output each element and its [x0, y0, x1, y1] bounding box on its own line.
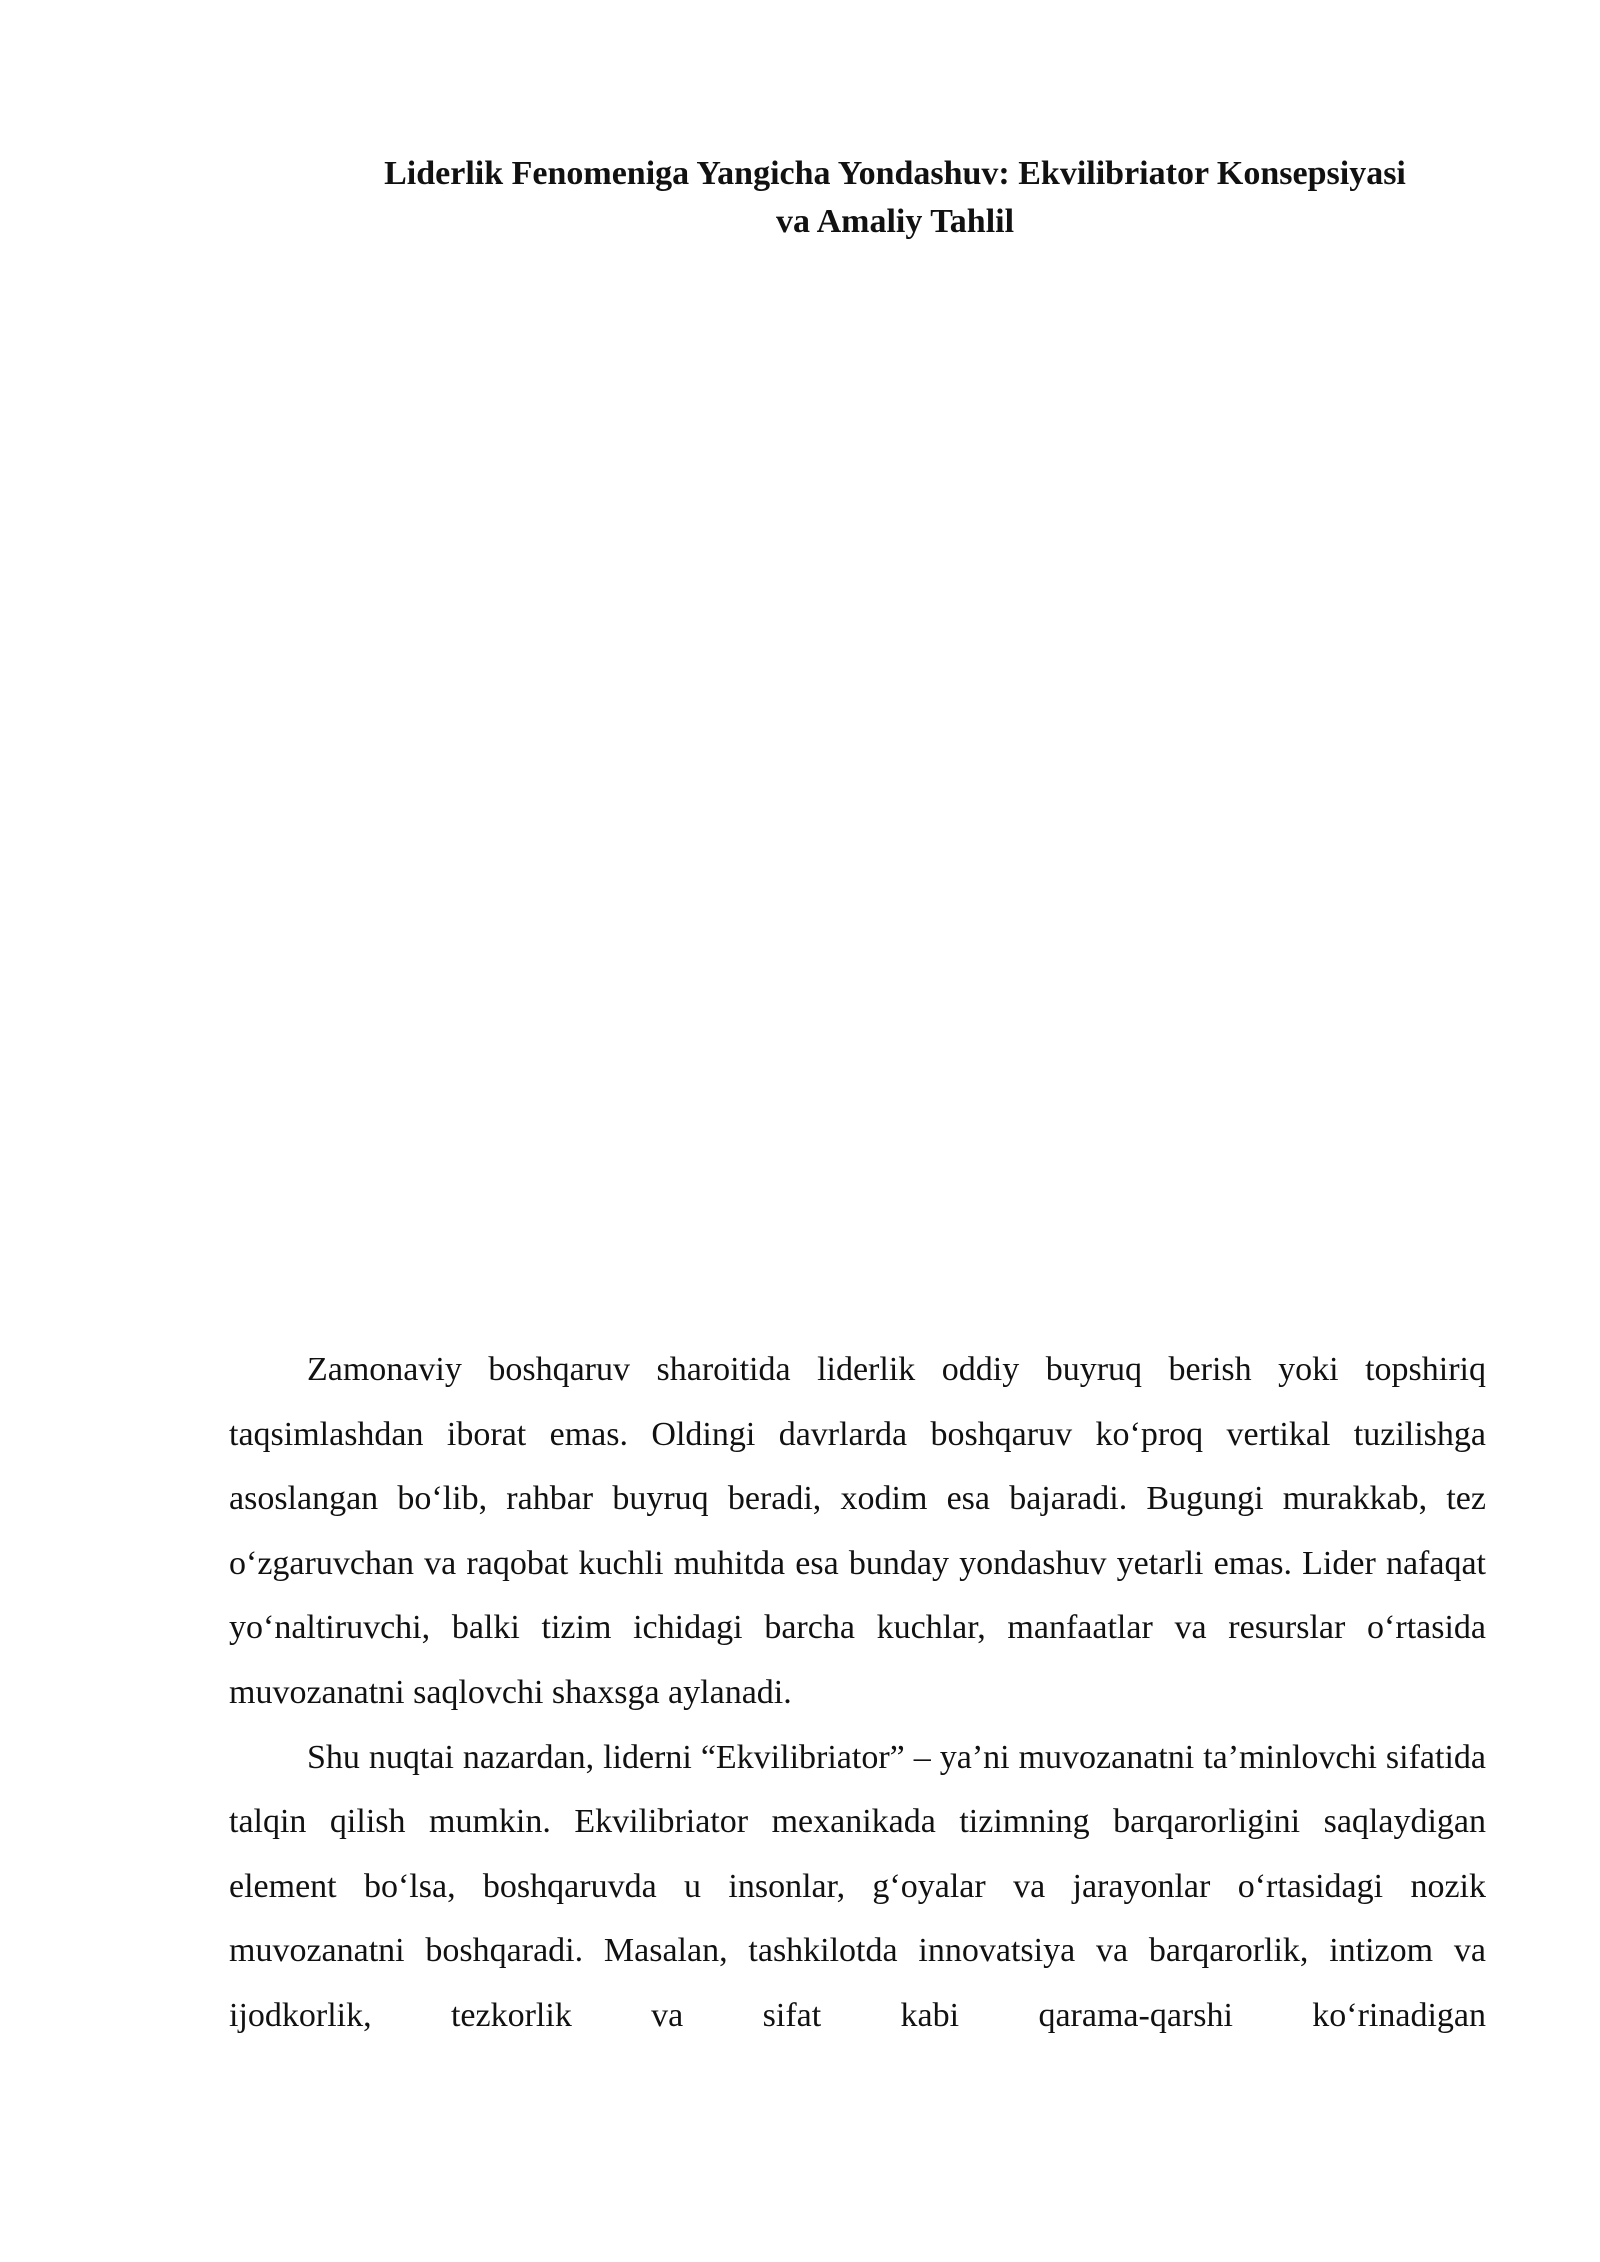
document-body: [229, 1338, 1486, 2049]
title-line-2: va Amaliy Tahlil: [775, 203, 1015, 240]
paragraph-2: Shu nuqtai nazardan, liderni “Ekvilibriator” – ya’ni muvozanatni ta’minlovchi sifatida talqin qilish mumkin. Ekvilibriator mexanikada tizimning barqarorligini saqlaydigan element bo‘lsa, boshqaruvda u insonlar, g‘oyalar va jarayonlar o‘rtasidagi nozik muvozanatni boshqaradi. Masalan, tashkilotda innovatsiya va barqarorlik, intizom va ijodkorlik, tezkorlik va sifat kabi qarama-qarshi ko‘rinadigan: [229, 1738, 1486, 2034]
title-line-1: Liderlik Fenomeniga Yangicha Yondashuv: Ekvilibriator Konsepsiyasi: [384, 155, 1406, 192]
document-title: [300, 150, 1490, 246]
paragraph-1: Zamonaviy boshqaruv sharoitida liderlik oddiy buyruq berish yoki topshiriq taqsimlashdan iborat emas. Oldingi davrlarda boshqaruv ko‘proq vertikal tuzilishga asoslangan bo‘lib, rahbar buyruq beradi, xodim esa bajaradi. Bugungi murakkab, tez o‘zgaruvchan va raqobat kuchli muhitda esa bunday yondashuv yetarli emas. Lider nafaqat yo‘naltiruvchi, balki tizim ichidagi barcha kuchlar, manfaatlar va resurslar o‘rtasida muvozanatni saqlovchi shaxsga aylanadi.: [229, 1351, 1486, 1711]
